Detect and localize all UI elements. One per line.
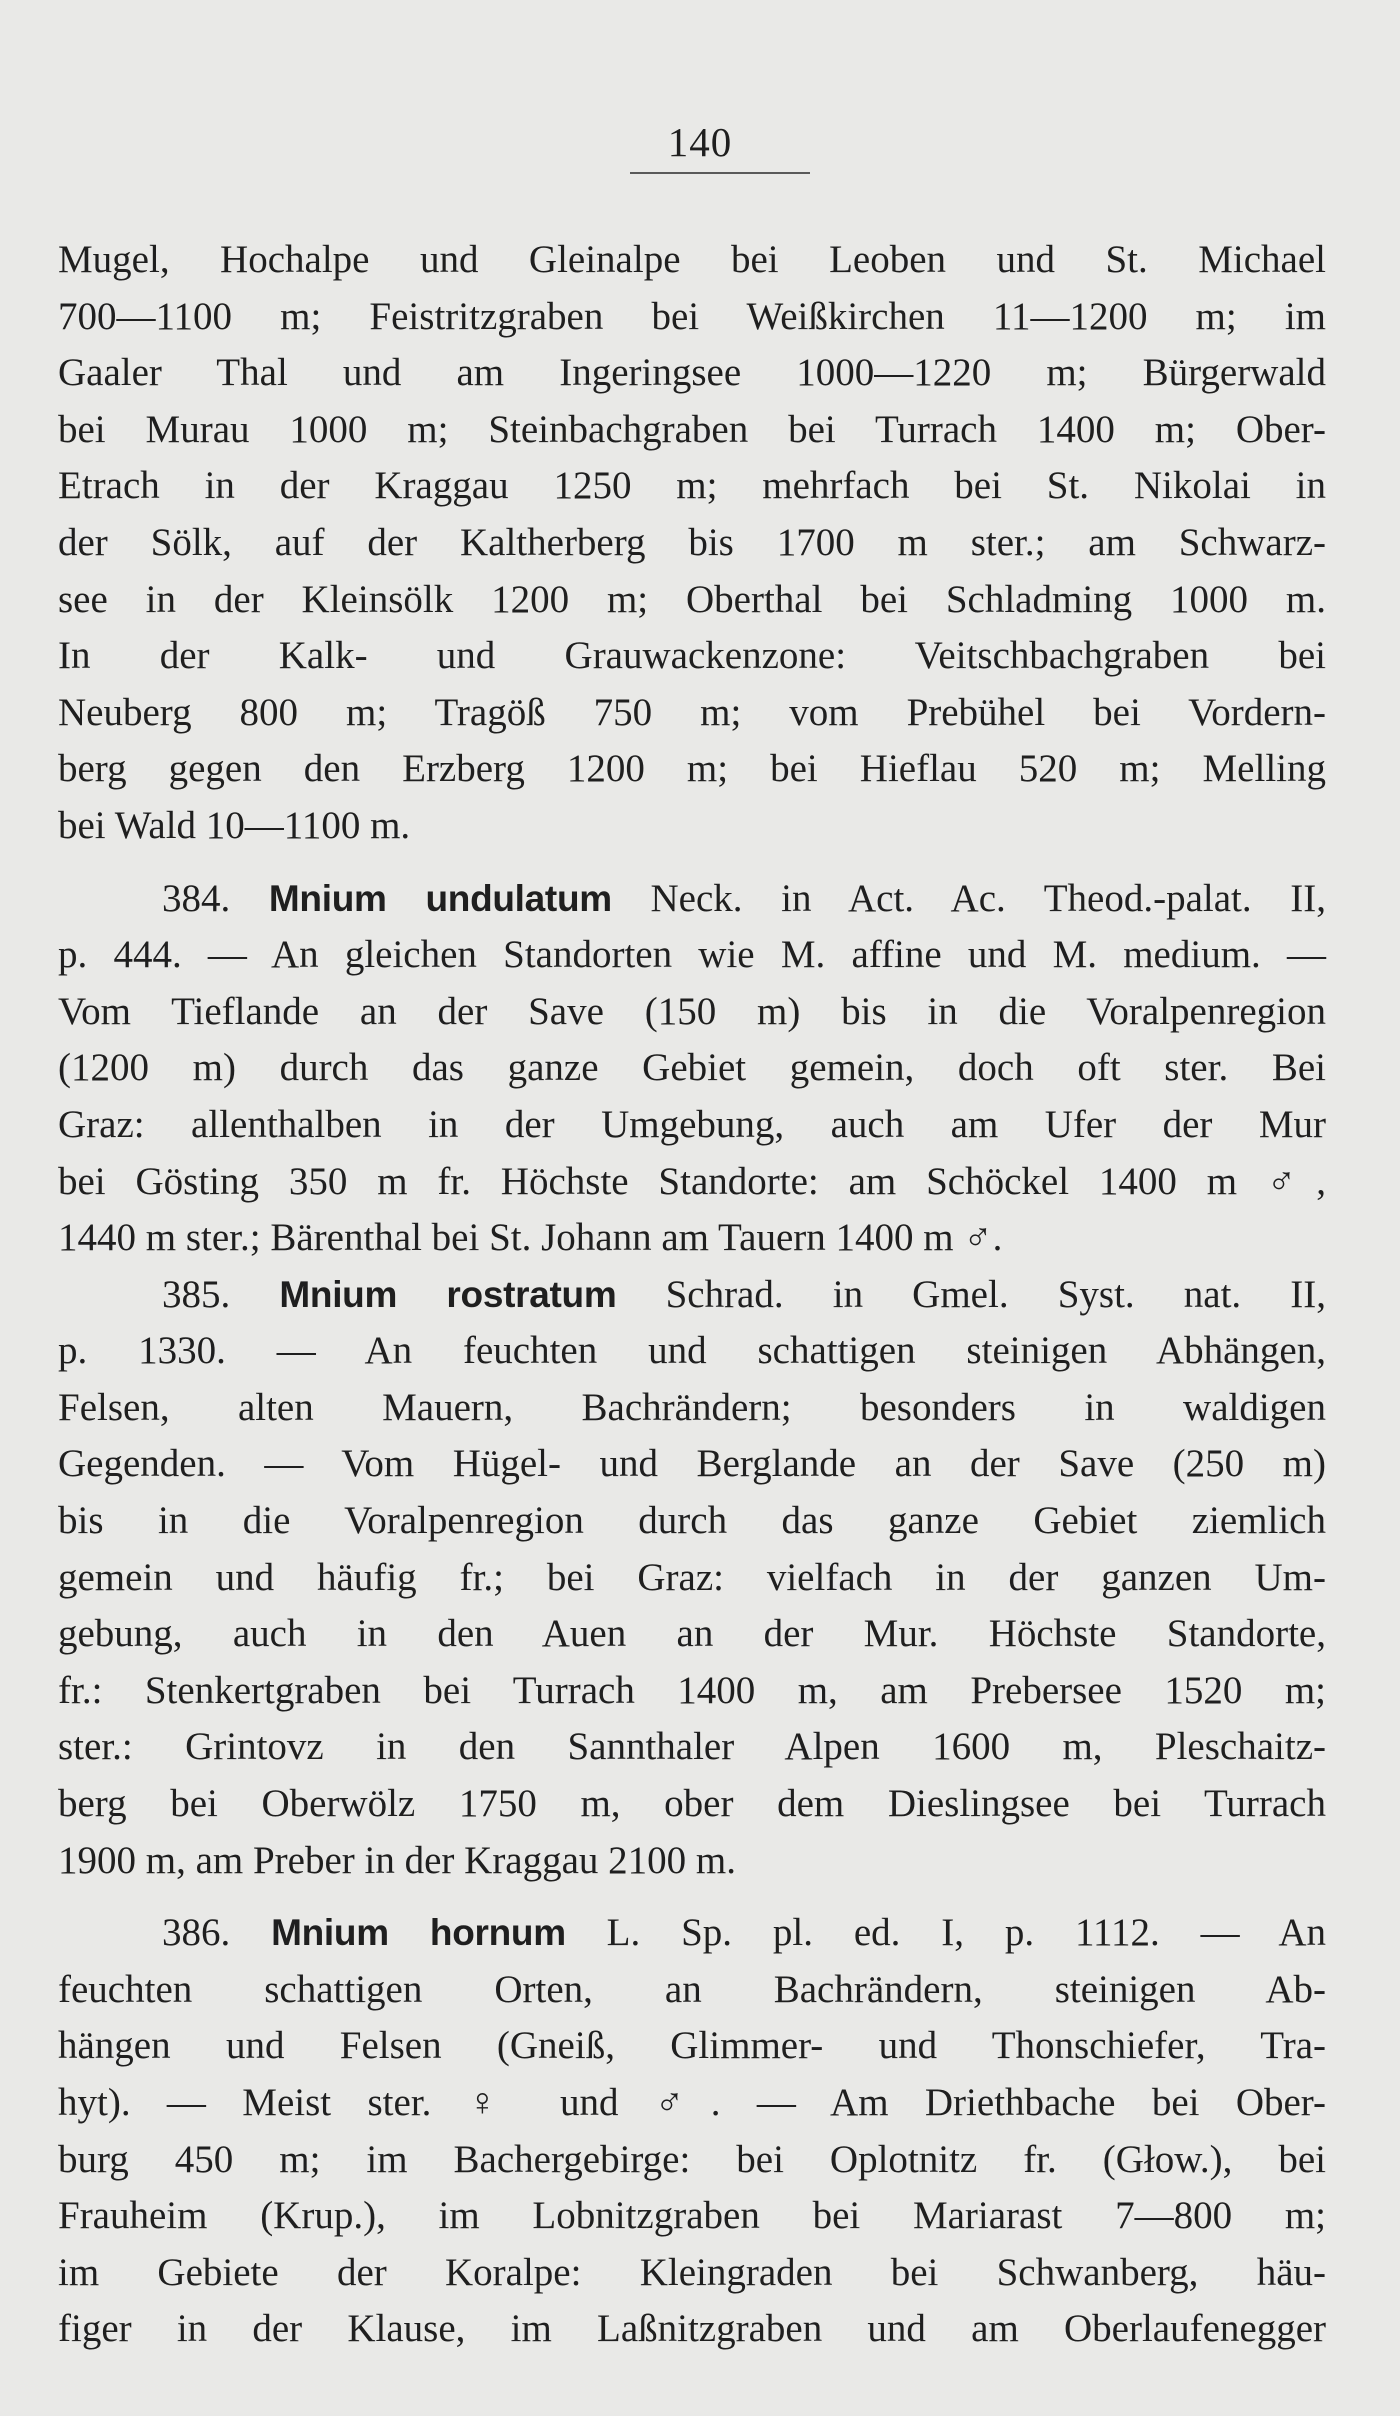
entry-heading-line [58,871,1326,928]
text-line: 1900 m, am Preber in der Kraggau 2100 m. [58,1838,737,1882]
text-line: hyt). — Meist ster. ♀ und ♂. — Am Driethbache bei Ober- [58,2081,1326,2124]
text-line: im Gebiete der Koralpe: Kleingraden bei Schwanberg, häu- [58,2250,1326,2294]
species-name: Mnium hornum [271,1912,566,1954]
text-line: gebung, auch in den Auen an der Mur. Höchste Standorte, [58,1612,1326,1656]
text-line: bei Wald 10—1100 m. [58,803,411,847]
species-entry-385 [58,1267,1326,1890]
text-line: hängen und Felsen (Gneiß, Glimmer- und Thonschiefer, Tra- [58,2024,1326,2068]
text-line: gemein und häufig fr.; bei Graz: vielfach in der ganzen Um- [58,1555,1326,1599]
entry-citation: L. Sp. pl. ed. I, p. 1112. — An [606,1911,1327,1955]
text-line: Vom Tieflande an der Save (150 m) bis in die Voralpenregion [58,989,1326,1033]
text-line: berg gegen den Erzberg 1200 m; bei Hieflau 520 m; Melling [58,747,1326,791]
text-line: Felsen, alten Mauern, Bachrändern; besonders in waldigen [58,1385,1326,1429]
entry-number: 385. [162,1272,231,1316]
text-line: (1200 m) durch das ganze Gebiet gemein, doch oft ster. Bei [58,1046,1326,1090]
text-line: figer in der Klause, im Laßnitzgraben und am Oberlaufenegger [58,2307,1326,2351]
species-entry-384 [58,871,1326,1267]
entry-citation: Schrad. in Gmel. Syst. nat. II, [665,1272,1327,1316]
text-line: burg 450 m; im Bachergebirge: bei Oplotnitz fr. (Głow.), bei [58,2137,1326,2181]
text-line: ster.: Grintovz in den Sannthaler Alpen 1600 m, Pleschaitz- [58,1725,1326,1769]
species-name: Mnium undulatum [268,877,612,919]
text-line: Gegenden. — Vom Hügel- und Berglande an der Save (250 m) [58,1442,1326,1486]
text-line: berg bei Oberwölz 1750 m, ober dem Dieslingsee bei Turrach [58,1782,1326,1826]
header-rule [630,172,810,174]
text-line: bis in die Voralpenregion durch das ganze Gebiet ziemlich [58,1499,1326,1543]
body-text [58,232,1326,2358]
text-line: feuchten schattigen Orten, an Bachrändern, steinigen Ab- [58,1967,1326,2011]
text-line: Etrach in der Kraggau 1250 m; mehrfach bei St. Nikolai in [58,464,1326,508]
entry-number: 386. [162,1911,231,1955]
text-line: 1440 m ster.; Bärenthal bei St. Johann am Tauern 1400 m ♂. [58,1216,1003,1260]
text-line: Frauheim (Krup.), im Lobnitzgraben bei Mariarast 7—800 m; [58,2194,1326,2238]
species-name: Mnium rostratum [279,1273,617,1315]
entry-heading-line [58,1905,1326,1962]
page-number: 140 [667,119,733,165]
species-entry-386 [58,1905,1326,2358]
entry-heading-line [58,1267,1326,1324]
text-line: see in der Kleinsölk 1200 m; Oberthal bei Schladming 1000 m. [58,577,1326,621]
text-line: Neuberg 800 m; Tragöß 750 m; vom Prebühel bei Vordern- [58,690,1326,734]
text-line: p. 1330. — An feuchten und schattigen steinigen Abhängen, [58,1329,1326,1373]
text-line: In der Kalk- und Grauwackenzone: Veitschbachgraben bei [58,634,1326,678]
entry-number: 384. [162,876,231,920]
text-line: fr.: Stenkertgraben bei Turrach 1400 m, am Prebersee 1520 m; [58,1668,1326,1712]
text-line: 700—1100 m; Feistritzgraben bei Weißkirchen 11—1200 m; im [58,294,1326,338]
text-line: p. 444. — An gleichen Standorten wie M. affine und M. medium. — [58,933,1326,977]
entry-citation: Neck. in Act. Ac. Theod.-palat. II, [650,876,1326,920]
text-line: Gaaler Thal und am Ingeringsee 1000—1220 m; Bürgerwald [58,351,1326,395]
text-line: Mugel, Hochalpe und Gleinalpe bei Leoben und St. Michael [58,238,1326,281]
text-line: der Sölk, auf der Kaltherberg bis 1700 m ster.; am Schwarz- [58,520,1326,564]
text-line: bei Murau 1000 m; Steinbachgraben bei Turrach 1400 m; Ober- [58,407,1326,451]
text-line: bei Gösting 350 m fr. Höchste Standorte: am Schöckel 1400 m ♂, [58,1159,1326,1203]
text-line: Graz: allenthalben in der Umgebung, auch am Ufer der Mur [58,1102,1326,1146]
intro-paragraph [58,232,1326,855]
